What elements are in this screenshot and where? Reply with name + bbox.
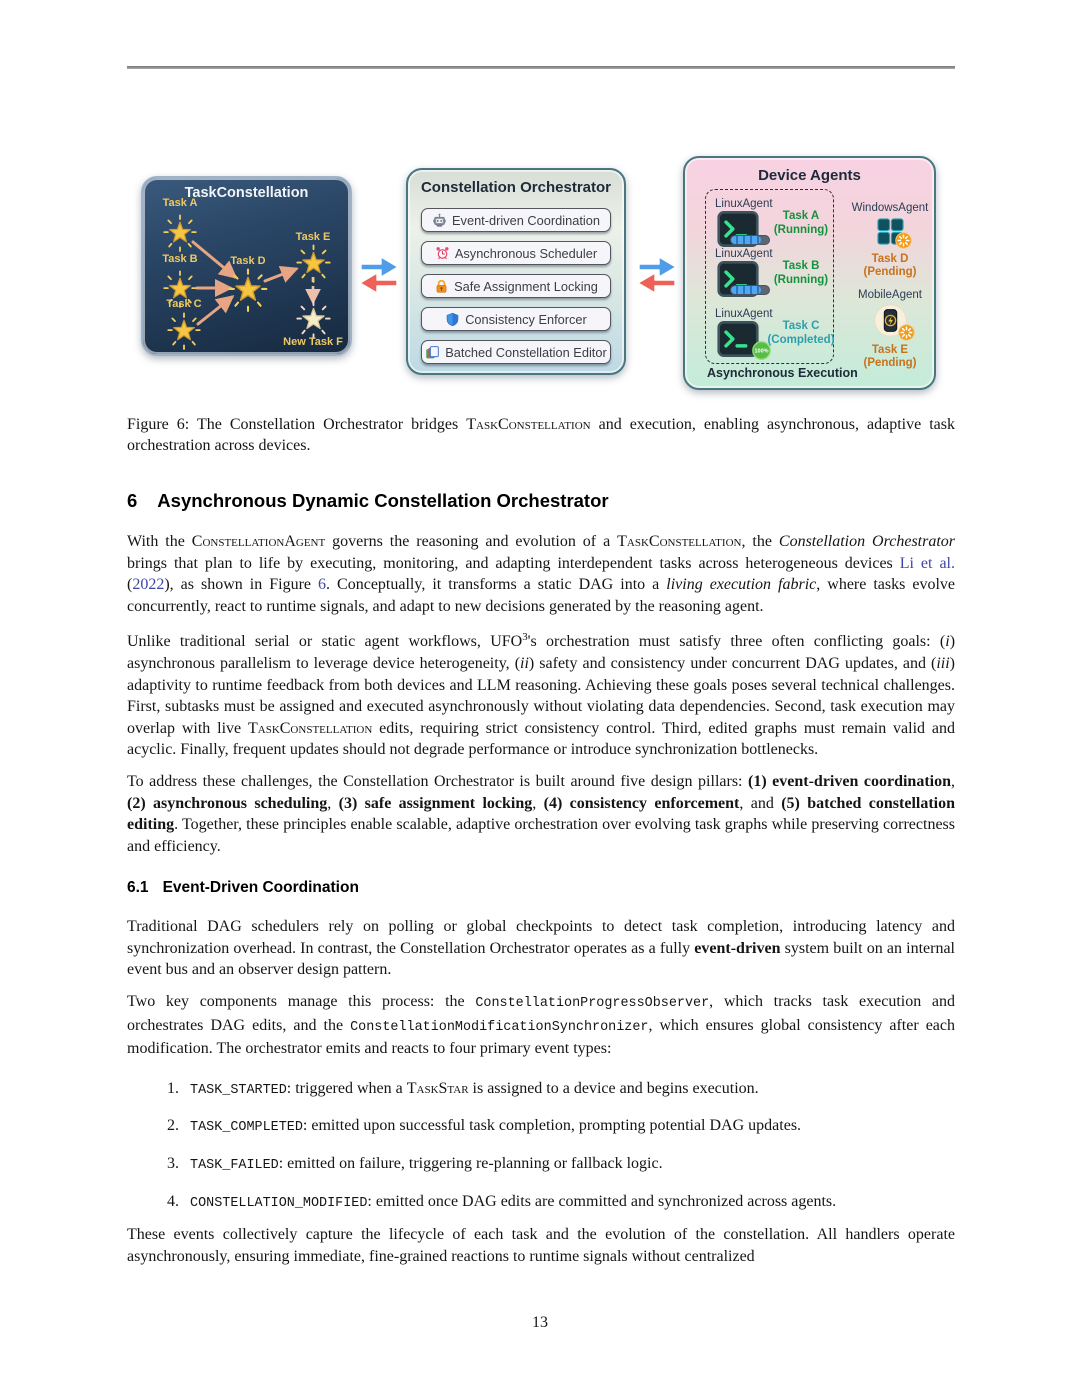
windows-agent-block xyxy=(830,202,950,279)
linux-agent-row-task-b xyxy=(706,248,835,298)
star-label-new-task-f: New Task F xyxy=(283,336,343,348)
task-star-c-icon xyxy=(166,312,202,350)
bidirectional-sync-arrows-icon xyxy=(357,250,401,300)
task-status: (Running) xyxy=(773,224,829,236)
star-label-task-a: Task A xyxy=(162,197,198,209)
section-number: 6 xyxy=(127,490,138,511)
orchestrator-title: Constellation Orchestrator xyxy=(420,179,612,196)
lock-icon xyxy=(434,279,449,294)
section-title: Asynchronous Dynamic Constellation Orchestrator xyxy=(157,490,609,511)
mobile-agent-block xyxy=(830,289,950,370)
device-agents-panel xyxy=(683,156,936,390)
citation-link[interactable]: 2022 xyxy=(132,576,165,594)
paragraph: These events collectively capture the lifecycle of each task and the evolution of the constellation. All handlers operate asynchronously, ensuring immediate, fine-grained reactions to runtime signals without centralized xyxy=(127,1226,955,1265)
robot-icon xyxy=(432,213,447,228)
paragraph: With the ConstellationAgent governs the reasoning and evolution of a TaskConstellation, the Constellation Orchestrator brings that plan to life by executing, monitoring, and adapting interdependent tasks across heterogeneous devices Li et al. (2022), as shown in Figure 6. Conceptually, it transforms a static DAG into a living execution fabric, where tasks evolve concurrently, react to runtime signals, and adapt to new decisions generated by the reasoning agent. xyxy=(127,533,956,615)
agent-name: LinuxAgent xyxy=(715,198,773,210)
list-item: 1. TASK_STARTED: triggered when a TaskStar is assigned to a device and begins execution. xyxy=(167,1078,955,1102)
new-task-star-f-icon xyxy=(295,300,332,339)
task-name: Task C xyxy=(782,320,820,332)
citation-link[interactable]: 6 xyxy=(318,576,327,594)
citation-link[interactable]: Li et al. xyxy=(899,554,955,572)
task-name: Task D xyxy=(871,253,909,265)
paragraph: Unlike traditional serial or static agent workflows, UFO$^3$'s orchestration must satisfy three often conflicting goals: (i) asynchronous parallelism to leverage device heterogeneity, (ii) safety and consistency under concurrent DAG updates, and (iii) adaptivity to runtime feedback from both devices and LLM reasoning. Achieving these goals poses several technical challenges. First, subtasks must be assigned and executed asynchronously without violating data dependencies. Second, task execution may overlap with live TaskConstellation edits, requiring strict consistency control. Third, edited graphs must remain valid and acyclic. Finally, frequent updates should not degrade performance or introduce synchronization bottlenecks. xyxy=(127,631,956,759)
pill-label: Consistency Enforcer xyxy=(465,311,587,327)
star-label-task-d: Task D xyxy=(230,255,266,267)
content-column xyxy=(127,150,955,1267)
task-name: Task B xyxy=(782,260,820,272)
pill-consistency-enforcer xyxy=(421,307,611,331)
list-item: 3. TASK_FAILED: emitted on failure, triggering re-planning or fallback logic. xyxy=(167,1153,955,1177)
star-label-task-b: Task B xyxy=(162,253,198,265)
list-number: 2. xyxy=(167,1117,179,1135)
task-name: Task E xyxy=(871,344,909,356)
paragraph: Two key components manage this process: the ConstellationProgressObserver, which tracks task execution and orchestrates DAG edits, and the ConstellationModificationSynchronizer, which ensures global consistency after each modification. The orchestrator emits and reacts to four primary event types: xyxy=(127,993,955,1058)
star-label-task-c: Task C xyxy=(166,298,202,310)
list-number: 3. xyxy=(167,1155,179,1173)
task-status: (Completed) xyxy=(767,334,835,346)
paragraph: Traditional DAG schedulers rely on polling or global checkpoints to detect task completion, introducing latency and synchronization overhead. In contrast, the Constellation Orchestrator operates as a fully event-driven system built on an internal event bus and an observer design pattern. xyxy=(127,918,956,979)
task-status: (Running) xyxy=(773,274,829,286)
subsection-number: 6.1 xyxy=(127,879,149,897)
agent-name: LinuxAgent xyxy=(715,308,773,320)
list-number: 1. xyxy=(167,1079,179,1097)
pill-label: Asynchronous Scheduler xyxy=(454,245,598,261)
progress-bar xyxy=(730,285,770,295)
task-star-d-icon xyxy=(227,268,269,312)
list-number: 4. xyxy=(167,1192,179,1210)
pill-asynchronous-scheduler xyxy=(421,241,611,265)
header-rule xyxy=(127,66,955,69)
page-number: 13 xyxy=(532,1314,548,1331)
progress-bar xyxy=(730,235,770,245)
agent-name: MobileAgent xyxy=(858,289,922,301)
orchestrator-panel xyxy=(406,168,626,375)
section-heading xyxy=(127,490,955,512)
pending-spinner-icon xyxy=(898,324,915,341)
paragraph: To address these challenges, the Constellation Orchestrator is built around five design pillars: (1) event-driven coordination, (2) asynchronous scheduling, (3) safe assignment locking, (4) consistency enforcement, and (5) batched constellation editing. Together, these principles enable scalable, adaptive orchestration over evolving task graphs while preserving correctness and efficiency. xyxy=(127,772,956,855)
linux-agent-row-task-a xyxy=(706,198,835,248)
figure-6 xyxy=(127,150,955,402)
event-type-list xyxy=(127,1078,955,1214)
pill-event-driven-coordination xyxy=(421,208,611,232)
list-item: 2. TASK_COMPLETED: emitted upon successful task completion, prompting potential DAG updates. xyxy=(167,1115,955,1139)
task-status: (Pending) xyxy=(863,357,917,369)
orchestrator-pill-list xyxy=(421,208,611,364)
task-star-a-icon xyxy=(162,214,198,252)
device-agents-title: Device Agents xyxy=(758,167,861,184)
agent-name: LinuxAgent xyxy=(715,248,773,260)
pill-label: Batched Constellation Editor xyxy=(445,344,607,360)
linux-agent-row-task-c xyxy=(706,308,835,358)
shield-icon xyxy=(445,312,460,327)
pill-safe-assignment-locking xyxy=(421,274,611,298)
task-star-e-icon xyxy=(295,244,332,283)
pill-label: Safe Assignment Locking xyxy=(454,278,598,294)
pending-spinner-icon xyxy=(895,232,912,249)
svg-text:100%: 100% xyxy=(754,348,769,355)
async-execution-group xyxy=(705,189,834,364)
task-constellation-panel xyxy=(141,176,352,356)
subsection-title: Event-Driven Coordination xyxy=(162,879,359,897)
subsection-heading xyxy=(127,879,955,897)
alarm-clock-icon xyxy=(435,246,450,261)
task-constellation-title: TaskConstellation xyxy=(184,185,309,201)
books-icon xyxy=(425,345,440,360)
bidirectional-sync-arrows-icon xyxy=(635,250,679,300)
list-item: 4. CONSTELLATION_MODIFIED: emitted once DAG edits are committed and synchronized across agents. xyxy=(167,1191,955,1215)
figure-caption: Figure 6: The Constellation Orchestrator bridges TaskConstellation and execution, enabling asynchronous, adaptive task orchestration across devices. xyxy=(127,416,956,454)
pill-label: Event-driven Coordination xyxy=(452,212,600,228)
task-name: Task A xyxy=(782,210,820,222)
agent-name: WindowsAgent xyxy=(851,202,929,214)
async-execution-label: Asynchronous Execution xyxy=(707,366,858,380)
task-status: (Pending) xyxy=(863,266,917,278)
star-label-task-e: Task E xyxy=(295,231,331,243)
pill-batched-constellation-editor xyxy=(421,340,611,364)
